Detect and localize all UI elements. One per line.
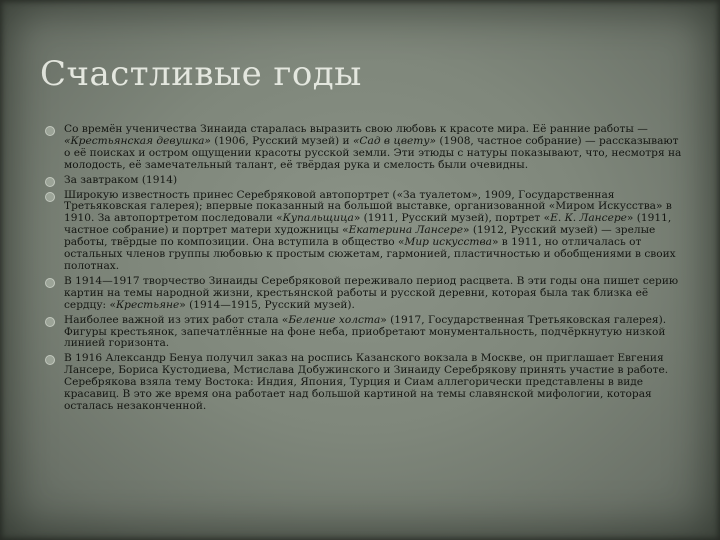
artwork-title: «Крестьянская девушка» — [64, 134, 211, 147]
bullet-icon — [45, 126, 55, 136]
artwork-title: Купальщица — [282, 212, 354, 225]
artwork-title: Крестьяне — [115, 298, 180, 311]
bullet-icon — [45, 177, 55, 187]
slide-title: Счастливые годы — [40, 54, 362, 94]
paragraph-text: За завтраком (1914) — [64, 173, 178, 186]
paragraph-text: » в 1911, но отличалась от остальных членов группы любовью к простым сюжетам, гармонией, пластичностью и обобщениями в своих полотнах. — [64, 236, 676, 272]
bullet-icon — [45, 355, 55, 365]
artwork-title: Мир искусства — [404, 236, 492, 249]
list-item — [44, 175, 684, 187]
bullet-icon — [45, 317, 55, 327]
bullet-icon — [45, 278, 55, 288]
artwork-title: Беление холста — [288, 313, 381, 326]
paragraph-text: » (1914—1915, Русский музей). — [179, 298, 355, 311]
paragraph-text: В 1914—1917 творчество Зинаиды Серебряковой переживало период расцвета. В эти годы она пишет серию картин на темы народной жизни, крестьянской работы и русской деревни, которая была так близка её сердцу: « — [64, 274, 679, 311]
paragraph-text: » (1911, частное собрание) и портрет матери художницы « — [64, 212, 672, 237]
paragraph-text: Наиболее важной из этих работ стала « — [64, 313, 289, 326]
list-item — [44, 124, 684, 172]
list-item — [44, 315, 684, 351]
paragraph-text: » (1912, Русский музей) — зрелые работы, твёрдые по композиции. Она вступила в общество « — [64, 224, 656, 249]
paragraph-text: (1906, Русский музей) и — [210, 134, 353, 147]
list-item — [44, 190, 684, 273]
paragraph-text: (1908, частное собрание) — рассказывают о её поисках и остром ощущении красоты русской земли. Эти этюды с натуры показывают, что, несмотря на молодость, её замечательный талант, её твёрдая рука и смелость были очевидны. — [64, 134, 682, 171]
paragraph-text: Со времён ученичества Зинаида старалась выразить свою любовь к красоте мира. Её ранние работы — — [64, 123, 648, 135]
paragraph-text: » (1917, Государственная Третьяковская галерея). Фигуры крестьянок, запечатлённые на фоне неба, приобретают монументальность, подчёркнутую низкой линией горизонта. — [64, 313, 667, 350]
list-item — [44, 276, 684, 312]
artwork-title: Е. К. Лансере — [550, 212, 627, 225]
paragraph-text: В 1916 Александр Бенуа получил заказ на роспись Казанского вокзала в Москве, он приглашает Евгения Лансере, Бориса Кустодиева, Мстислава Добужинского и Зинаиду Серебрякову принять участие в работе. Серебрякова взяла тему Востока: Индия, Япония, Турция и Сиам аллегорически представлены в виде красавиц. В это же время она работает над большой картиной на темы славянской мифологии, которая осталась незаконченной. — [64, 352, 669, 412]
list-item — [44, 353, 684, 413]
bullet-icon — [45, 192, 55, 202]
paragraph-text: » (1911, Русский музей), портрет « — [353, 212, 551, 225]
paragraph-text: Широкую известность принес Серебряковой автопортрет («За туалетом», 1909, Государственная Третьяковская галерея); впервые показанный на большой выставке, организованной «Миром Искусства» в 1910. За автопортретом последовали « — [64, 188, 672, 225]
artwork-title: Екатерина Лансере — [348, 224, 463, 237]
bullet-list — [44, 124, 684, 416]
artwork-title: «Сад в цвету» — [352, 134, 436, 147]
